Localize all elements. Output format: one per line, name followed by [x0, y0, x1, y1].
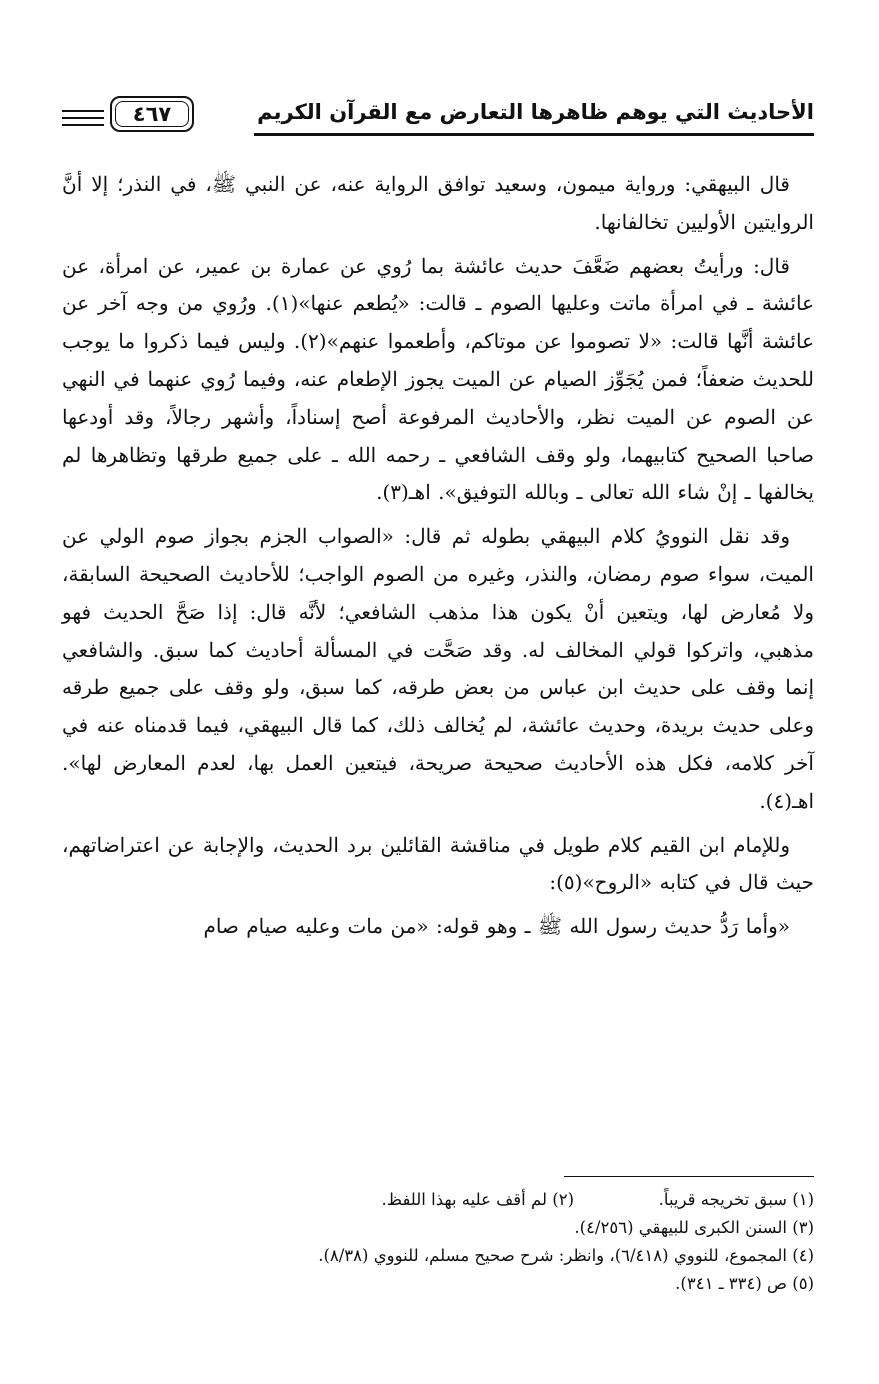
footnote: (٢) لم أقف عليه بهذا اللفظ.: [381, 1190, 574, 1209]
footnote-row: [62, 1270, 814, 1298]
footnote-row: [62, 1214, 814, 1242]
header-rule: [254, 133, 814, 136]
paragraph: وقد نقل النوويُ كلام البيهقي بطوله ثم قال: «الصواب الجزم بجواز صوم الولي عن الميت، سواء صوم رمضان، والنذر، وغيره من الصوم الواجب؛ للأحاديث الصحيحة السابقة، ولا مُعارض لها، ويتعين أنْ يكون هذا مذهب الشافعي؛ لأنَّه قال: إذا صَحَّ الحديث فهو مذهبي، واتركوا قولي المخالف له. وقد صَحَّت في المسألة أحاديث كما سبق. والشافعي إنما وقف على حديث ابن عباس من بعض طرقه، كما سبق، ولو وقف على جميع طرقه وعلى حديث بريدة، وحديث عائشة، لم يُخالف ذلك، كما قال البيهقي، فيما قدمناه عنه في آخر كلامه، فكل هذه الأحاديث صحيحة صريحة، فيتعين العمل بها، لعدم المعارض لها». اهـ(٤).: [62, 524, 814, 813]
page-number: ٤٦٧: [132, 102, 172, 126]
main-text: [62, 166, 814, 952]
paragraph: وللإمام ابن القيم كلام طويل في مناقشة القائلين برد الحديث، والإجابة عن اعتراضاتهم، حيث قال في كتابه «الروح»(٥):: [62, 832, 814, 895]
footnote-row: [62, 1242, 814, 1270]
page-number-frame: [110, 96, 194, 132]
footnote-row: [62, 1186, 814, 1214]
footnote: (٣) السنن الكبرى للبيهقي (٤/٢٥٦).: [574, 1218, 814, 1237]
footnote: (٥) ص (٣٣٤ ـ ٣٤١).: [675, 1274, 814, 1293]
running-title: الأحاديث التي يوهم ظاهرها التعارض مع القرآن الكريم: [257, 100, 814, 124]
paragraph: «وأما رَدُّ حديث رسول الله ﷺ ـ وهو قوله: «من مات وعليه صيام صام: [203, 914, 790, 939]
paragraph: قال: ورأيتُ بعضهم ضَعَّفَ حديث عائشة بما رُوي عن عمارة بن عمير، عن امرأة، عن عائشة ـ في امرأة ماتت وعليها الصوم ـ قالت: «يُطعم عنها»(١). ورُوي من وجه آخر عن عائشة أنَّها قالت: «لا تصوموا عن موتاكم، وأطعموا عنهم»(٢). وليس فيما ذكروا ما يوجب للحديث ضعفاً؛ فمن يُجَوِّز الصيام عن الميت يجوز الإطعام عنه، وفيما رُوي عنهما في النهي عن الصوم عن الميت نظر، والأحاديث المرفوعة أصح إسناداً، وأشهر رجالاً، وقد أودعها صاحبا الصحيح كتابيهما، ولو وقف الشافعي ـ رحمه الله ـ على جميع طرقها وتظاهرها لم يخالفها ـ إنْ شاء الله تعالى ـ وبالله التوفيق». اهـ(٣).: [62, 253, 815, 505]
ornament-rule: [62, 110, 104, 112]
footnote-separator: [564, 1176, 814, 1177]
footnotes: [62, 1186, 814, 1298]
ornament-rule: [62, 124, 104, 126]
footnote: (٤) المجموع، للنووي (٦/٤١٨)، وانظر: شرح صحيح مسلم، للنووي (٨/٣٨).: [318, 1246, 814, 1265]
footnote: (١) سبق تخريجه قريباً.: [658, 1190, 814, 1209]
paragraph: قال البيهقي: ورواية ميمون، وسعيد توافق الرواية عنه، عن النبي ﷺ، في النذر؛ إلا أنَّ الروايتين الأوليين تخالفانها.: [62, 172, 814, 234]
ornament-rule: [62, 117, 104, 119]
page-header: [62, 96, 814, 140]
book-page: [62, 0, 814, 1384]
